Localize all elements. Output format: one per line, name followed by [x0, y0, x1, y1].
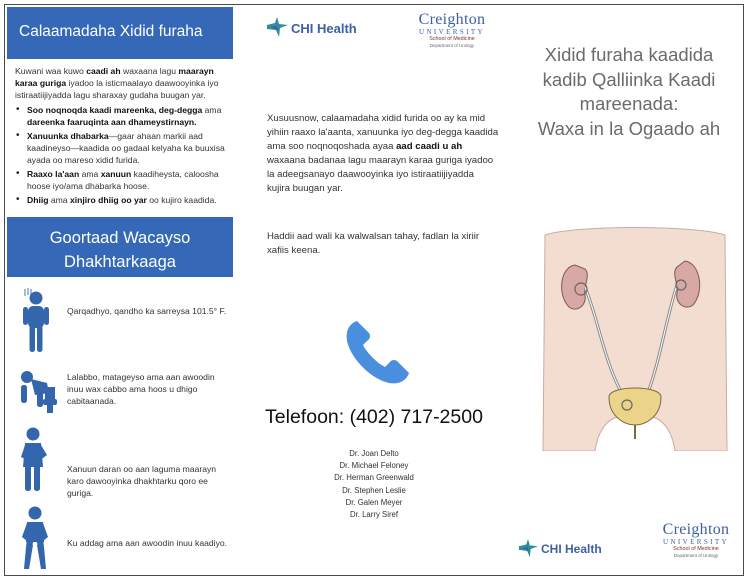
symptom-bullet-list	[15, 104, 231, 208]
doctor-name: Dr. Larry Siref	[349, 510, 399, 520]
vomiting-person-icon	[15, 361, 59, 431]
thermometer-person-icon	[15, 287, 55, 357]
symptoms-heading: Calaamadaha Xidid furaha	[7, 7, 233, 59]
urgency-person-icon	[15, 505, 55, 575]
middle-panel	[243, 5, 505, 575]
bullet-text: kaadiheysta, caloosha hoose iyo/ama dhabarka hoose.	[27, 169, 219, 191]
bullet-bold: dareenka faaruqinta aan dhameystirnayn.	[27, 117, 197, 127]
reminder-paragraph	[267, 112, 499, 196]
phone-icon[interactable]	[339, 311, 419, 391]
bullet-bold: Xanuunka dhabarka	[27, 131, 109, 141]
title-line: kadib Qalliinka Kaadi	[542, 68, 716, 90]
title-line: Waxa in la Ogaado ah	[537, 117, 721, 139]
intro-text	[15, 65, 231, 101]
bullet-bold: Soo noqnoqda kaadi mareenka, deg-degga	[27, 105, 203, 115]
bullet-item	[15, 168, 231, 192]
left-panel	[7, 5, 233, 575]
phone-number[interactable]: Telefoon: (402) 717-2500	[265, 406, 483, 428]
bullet-bold: xinjiro dhiig oo yar	[69, 195, 147, 205]
bullet-bold: Raaxo la'aan	[27, 169, 80, 179]
doctor-list	[243, 448, 505, 521]
bullet-item	[15, 104, 231, 128]
doctor-name: Dr. Michael Feloney	[339, 461, 409, 471]
symptom-nausea	[7, 361, 233, 431]
reminder-bold: aad caadi u ah	[396, 141, 463, 152]
chi-health-logo-bottom	[517, 539, 602, 559]
reminder-text: Xusuusnow, calaamadaha xidid furida oo ay ka mid yihiin raaxo la'aanta, xanuunka iyo deg-degga kaadida ama soo noqnoqoshada ayaa	[267, 113, 499, 152]
creighton-school: School of Medicine	[673, 546, 719, 552]
doctor-name: Dr. Galen Meyer	[345, 497, 403, 507]
doctor-name: Dr. Herman Greenwald	[334, 473, 414, 483]
chi-health-text: CHI Health	[541, 542, 602, 556]
bullet-text: oo kujiro kaadida.	[146, 195, 217, 205]
creighton-logo-bottom	[657, 521, 735, 559]
bullet-bold: xanuun	[100, 169, 132, 179]
creighton-university: UNIVERSITY	[419, 28, 485, 36]
symptom-fever-text: Qarqadhyo, qandho ka sarreysa 101.5° F.	[67, 306, 227, 316]
right-panel	[513, 5, 744, 575]
bullet-item	[15, 194, 231, 206]
creighton-name: Creighton	[662, 521, 730, 538]
creighton-dept: Department of Urology	[673, 553, 719, 558]
bullet-text: —gaar ahaan markii aad kaadineyso—kaadida oo gadaal kelyaha ka buuxisa ayada oo mareso xidid furida.	[27, 131, 225, 165]
doctor-name: Dr. Stephen Leslie	[342, 485, 406, 495]
bullet-text: ama	[202, 105, 222, 115]
chi-cross-icon	[265, 17, 289, 39]
chi-health-logo	[265, 17, 357, 39]
reminder-text: waxaana badanaa lagu maarayn karaa guriga iyadoo la adeegsanayo daawooyinka iyo istiraatiijiyadda kujira buugan yar.	[267, 155, 494, 194]
brochure-title	[513, 43, 744, 141]
title-line: mareenada:	[579, 93, 679, 114]
urinary-tract-stent-icon	[535, 225, 735, 451]
symptom-fever	[7, 287, 233, 357]
bullet-item	[15, 130, 231, 166]
bullet-text: ama	[79, 169, 101, 179]
bullet-text: ama	[48, 195, 70, 205]
creighton-university: UNIVERSITY	[663, 538, 729, 546]
symptom-pain-text: Xanuun daran oo aan laguma maarayn karo dawooyinka dhakhtarku qoro ee guriga.	[67, 464, 217, 498]
chi-cross-icon	[517, 539, 539, 559]
bullet-bold: Dhiig	[27, 195, 49, 205]
contact-paragraph: Haddii aad wali ka walwalsan tahay, fadlan la xiriir xafiis keena.	[267, 231, 480, 256]
creighton-logo	[411, 11, 493, 49]
abdominal-pain-person-icon	[15, 425, 55, 495]
doctor-name: Dr. Joan Delto	[349, 449, 399, 458]
symptom-nausea-text: Lalabbo, matageyso ama aan awoodin inuu wax cabbo ama hoos u dhigo cabitaanada.	[67, 372, 215, 406]
symptom-pain	[7, 425, 233, 498]
intro-text-part: iyadoo la isticmaalayo daawooyinka iyo istiraatiijiyadda lagu sharaxay gudaha buugan yar.	[15, 78, 219, 100]
creighton-dept: Department of Urology	[429, 43, 475, 48]
title-line: Xidid furaha kaadida	[544, 44, 714, 65]
creighton-school: School of Medicine	[429, 36, 475, 42]
symptom-urgency-text: Ku addag ama aan awoodin inuu kaadiyo.	[67, 538, 228, 548]
brochure	[4, 4, 744, 576]
intro-text-part: Kuwani waa kuwo	[15, 66, 87, 76]
intro-bold-home: maarayn karaa guriga	[15, 66, 214, 88]
intro-text-part: waxaana lagu	[120, 66, 179, 76]
call-doctor-heading: Goortaad Wacayso Dhakhtarkaaga	[7, 217, 233, 277]
chi-health-text: CHI Health	[291, 20, 357, 36]
intro-bold-normal: caadi ah	[86, 66, 121, 76]
creighton-name: Creighton	[418, 11, 486, 28]
symptom-urgency	[7, 505, 233, 575]
